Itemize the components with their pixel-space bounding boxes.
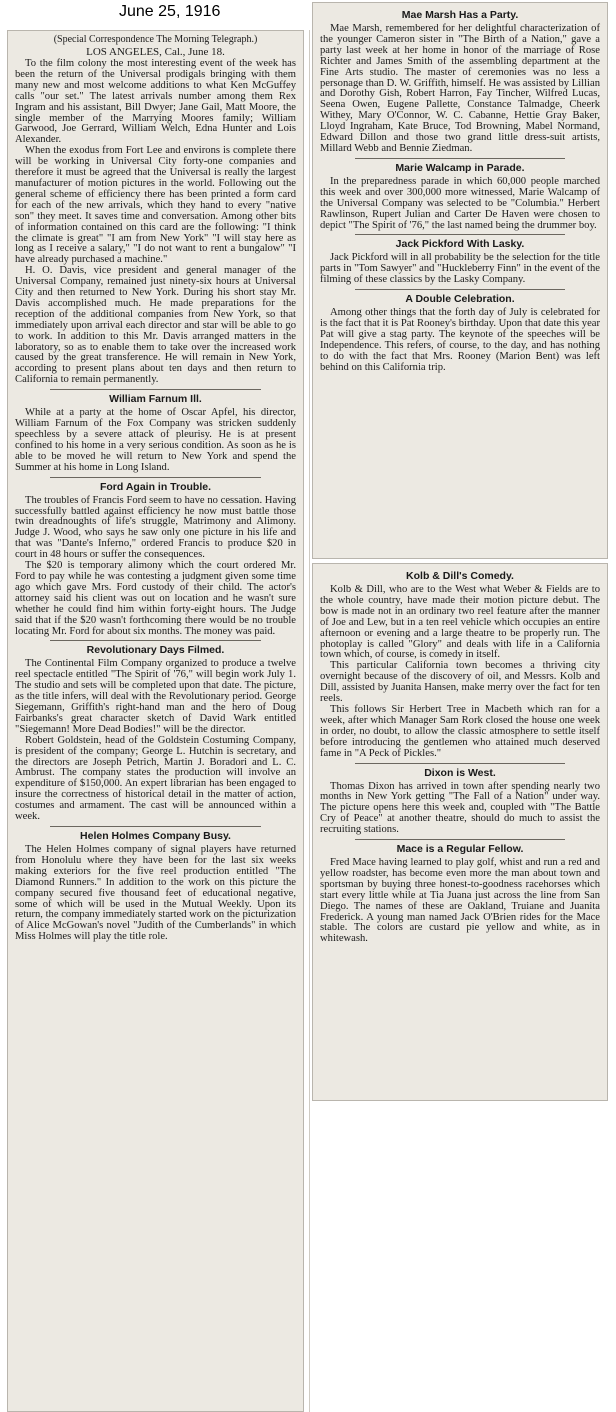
article-paragraph: Mae Marsh, remembered for her delightful characterization of the younger Cameron sister in "The Birth of a Nation," gave a party last week at her home in honor of the marriage of Rose Richter and James Smith of the assembling department at the Fine Arts studio. The master of ceremonies was no less a personage than D. W. Griffith, himself. He was assisted by Lillian and Dorothy Gish, Robert Harron, Fay Tincher, Wilfred Lucas, Seena Owen, Eugene Pallette, Constance Talmadge, Cheerk Withey, Mary O'Connor, W. C. Cabanne, Hettie Gray Baker, Lloyd Ingraham, Kate Bruce, Tod Browning, Mabel Normand, Edward Dillon and those two grand little dress-suit artists, Millard Webb and Bennie Ziedman. <box>320 23 600 154</box>
article-paragraph: H. O. Davis, vice president and general manager of the Universal Company, remained just ninety-six hours at Universal City and then returned to New York. During his short stay Mr. Davis accomplished much. He made preparations for the reception of the additional companies from New York, so that immediately upon arrival each director and star will be able to go to work. In addition to this Mr. Davis arranged matters in the laboratory, so as to enable them to take over the increased work caused by the great transference. He will remain in New York, according to present plans about ten days and then return to California to remain permanently. <box>15 265 296 386</box>
section-heading: Helen Holmes Company Busy. <box>80 830 231 842</box>
section-heading: Mae Marsh Has a Party. <box>401 9 519 21</box>
column-divider <box>309 30 310 1412</box>
dateline: LOS ANGELES, Cal., June 18. <box>86 46 225 58</box>
section-heading: William Farnum Ill. <box>109 393 202 406</box>
article-paragraph: The $20 is temporary alimony which the court ordered Mr. Ford to pay while he was contesting a judgment given some time ago which gave Mrs. Ford custody of their child. The actor's attorney said his client was out on location and he wasn't sure whether he could find him within forty-eight hours. The Judge said that if the $20 wasn't forthcoming there would be no trouble locating Mr. Ford for about six months. The money was paid. <box>15 560 296 637</box>
right-top-sections <box>320 9 600 374</box>
section-heading: Mace is a Regular Fellow. <box>396 843 524 856</box>
article-paragraph: Among other things that the forth day of July is celebrated for is the fact that it is Pat Rooney's birthday. Upon that date this year Pat will give a stag party. The keynote of the speeches will be Independence. This refers, of course, to the day, and has nothing to do with the fact that Mrs. Rooney (Marion Bent) was left behind on this California trip. <box>320 307 600 373</box>
article-paragraph: Jack Pickford will in all probability be the selection for the title parts in "Tom Sawyer" and "Huckleberry Finn" in the event of the filming of these classics by the Lasky Company. <box>320 252 600 286</box>
section-heading: Dixon is West. <box>424 766 496 779</box>
section-divider <box>355 289 565 290</box>
section-heading: Marie Walcamp in Parade. <box>395 161 525 174</box>
article-paragraph: Robert Goldstein, head of the Goldstein Costuming Company, is president of the company; George L. Hutchin is secretary, and the directors are Joseph Petrich, Martin J. Boradori and L. C. Ambrust. The company states the production will involve an expenditure of $150,000. An expert librarian has been engaged to insure the correctness of historical detail in the matter of action, costumes and armament. The cast will be announced within a week. <box>15 734 296 823</box>
section-divider <box>355 158 565 159</box>
left-column-clipping <box>7 30 304 1412</box>
article-paragraph: Fred Mace having learned to play golf, whist and run a red and yellow roadster, has become even more the man about town and sportsman by buying three honest-to-goodness racehorses which start every little while at Tia Juana just across the line from San Diego. The names of these are Oakland, Truiane and Juanita Frederick. A young man named Jack O'Brien rides for the Mace stable. The colors are custard pie yellow and white, as in whitewash. <box>320 857 600 945</box>
article-paragraph: To the film colony the most interesting event of the week has been the return of the Universal prodigals bringing with them many new and most welcome additions to what Ken McGuffey calls "our set." The latest arrivals number among them Rex Ingram and his assistant, Bill Dwyer; Jane Gail, Matt Moore, the single member of the Marrying Moores family; William Garwood, Joe Gerrard, William Welch, Edna Hunter and Lois Alexander. <box>15 58 296 146</box>
article-paragraph: The troubles of Francis Ford seem to have no cessation. Having successfully battled against efficiency he now must battle those twin dreadnoughts of life's struggle, Matrimony and Alimony. Judge J. Wood, who says he saw only one picture in his life and that was "Dante's Inferno," ordered Francis to produce $20 in court in 48 hours or suffer the consequences. <box>15 494 296 561</box>
right-top-column-clipping <box>312 2 608 559</box>
article-paragraph: This follows Sir Herbert Tree in Macbeth which ran for a week, after which Manager Sam Rork closed the house one week in order, no doubt, to allow the classic atmosphere to settle itself before introducing the gentlemen who attained much deserved fame in "A Peck of Pickles." <box>320 703 600 759</box>
section-heading: Ford Again in Trouble. <box>99 480 212 493</box>
article-paragraph: The Continental Film Company organized to produce a twelve reel spectacle entitled "The Spirit of '76," will begin work July 1. The studio and sets will be completed upon that date. The picture, as the title infers, will deal with the Revolutionary period. George Siegemann, Griffith's right-hand man and the hero of Doug Fairbanks's great character sketch of David Wark entitled "Siegemann! More Dead Bodies!" will be the director. <box>15 658 296 735</box>
page-date: June 25, 1916 <box>119 3 221 20</box>
section-divider <box>355 763 565 764</box>
article-paragraph: While at a party at the home of Oscar Apfel, his director, William Farnum of the Fox Company was stricken suddenly speechless by a severe attack of pleurisy. He is at present confined to his home in a very serious condition. As soon as he is able to be moved he will return to New York and spend the Summer at his home in Long Island. <box>15 407 296 473</box>
section-divider <box>355 839 565 840</box>
section-heading: Jack Pickford With Lasky. <box>395 238 525 251</box>
right-bottom-sections <box>320 570 600 945</box>
section-divider <box>355 234 565 235</box>
correspondence-credit: (Special Correspondence The Morning Telegraph.) <box>53 34 258 45</box>
article-paragraph: Thomas Dixon has arrived in town after spending nearly two months in New York getting "The Fall of a Nation" under way. The picture opens here this week and, coupled with "The Battle Cry of Peace" at another theatre, should do much to assist the recruiting stations. <box>320 780 600 836</box>
article-paragraph: The Helen Holmes company of signal players have returned from Honolulu where they have been for the last six weeks making exteriors for the five reel production entitled "The Diamond Runners." In addition to the work on this picture the company secured five thousand feet of educational negative, some of which will be used in the Mutual Weekly. Upon its return, the company immediately started work on the picturization of Alice McGowan's novel "Judith of the Cumberlands" in which Miss Holmes will play the title role. <box>15 844 296 943</box>
section-heading: Kolb & Dill's Comedy. <box>406 570 514 582</box>
intro-article <box>15 59 296 386</box>
article-paragraph: Kolb & Dill, who are to the West what Weber & Fields are to the whole country, have made their motion picture debut. The bow is made not in an ordinary two reel feature after the manner of Joe and Lew, but in a ten reel vehicle which occupies an entire afternoon or evening and a large theatre to be properly run. The photoplay is called "Glory" and deals with life in a California town which, of course, is comedy in itself. <box>320 584 600 661</box>
section-heading: Revolutionary Days Filmed. <box>86 644 225 657</box>
left-sections <box>15 389 296 943</box>
section-divider <box>50 640 261 641</box>
article-paragraph: When the exodus from Fort Lee and environs is complete there will be working in Universal City forty-one companies and therefore it must be agreed that the Universal is really the largest manufacturer of motion pictures in the world. Following out the general scheme of efficiency there has been printed a form card for each of the new arrivals, which they hand to every "native son" they meet. It saves time and conversation. Among other bits of information contained on this card are the following: "I think the climate is great" "I am from New York" "I will stay here as long as I receive a salary," "I do not want to rent a bungalow" "I have already purchased a machine." <box>15 145 296 266</box>
section-divider <box>50 477 261 478</box>
section-divider <box>50 389 261 390</box>
section-heading: A Double Celebration. <box>405 293 515 306</box>
article-paragraph: This particular California town becomes a thriving city overnight because of the discovery of oil, and Messrs. Kolb and Dill, assisted by Juanita Hansen, make merry over the fact for ten reels. <box>320 660 600 705</box>
section-divider <box>50 826 261 827</box>
article-paragraph: In the preparedness parade in which 60,000 people marched this week and over 300,000 more witnessed, Marie Walcamp of the Universal Company was selected to be "Columbia." Herbert Rawlinson, Rupert Julian and Carter De Haven were chosen to depict "The Spirit of '76," the last named being the drummer boy. <box>320 175 600 231</box>
right-bottom-column-clipping <box>312 563 608 1101</box>
